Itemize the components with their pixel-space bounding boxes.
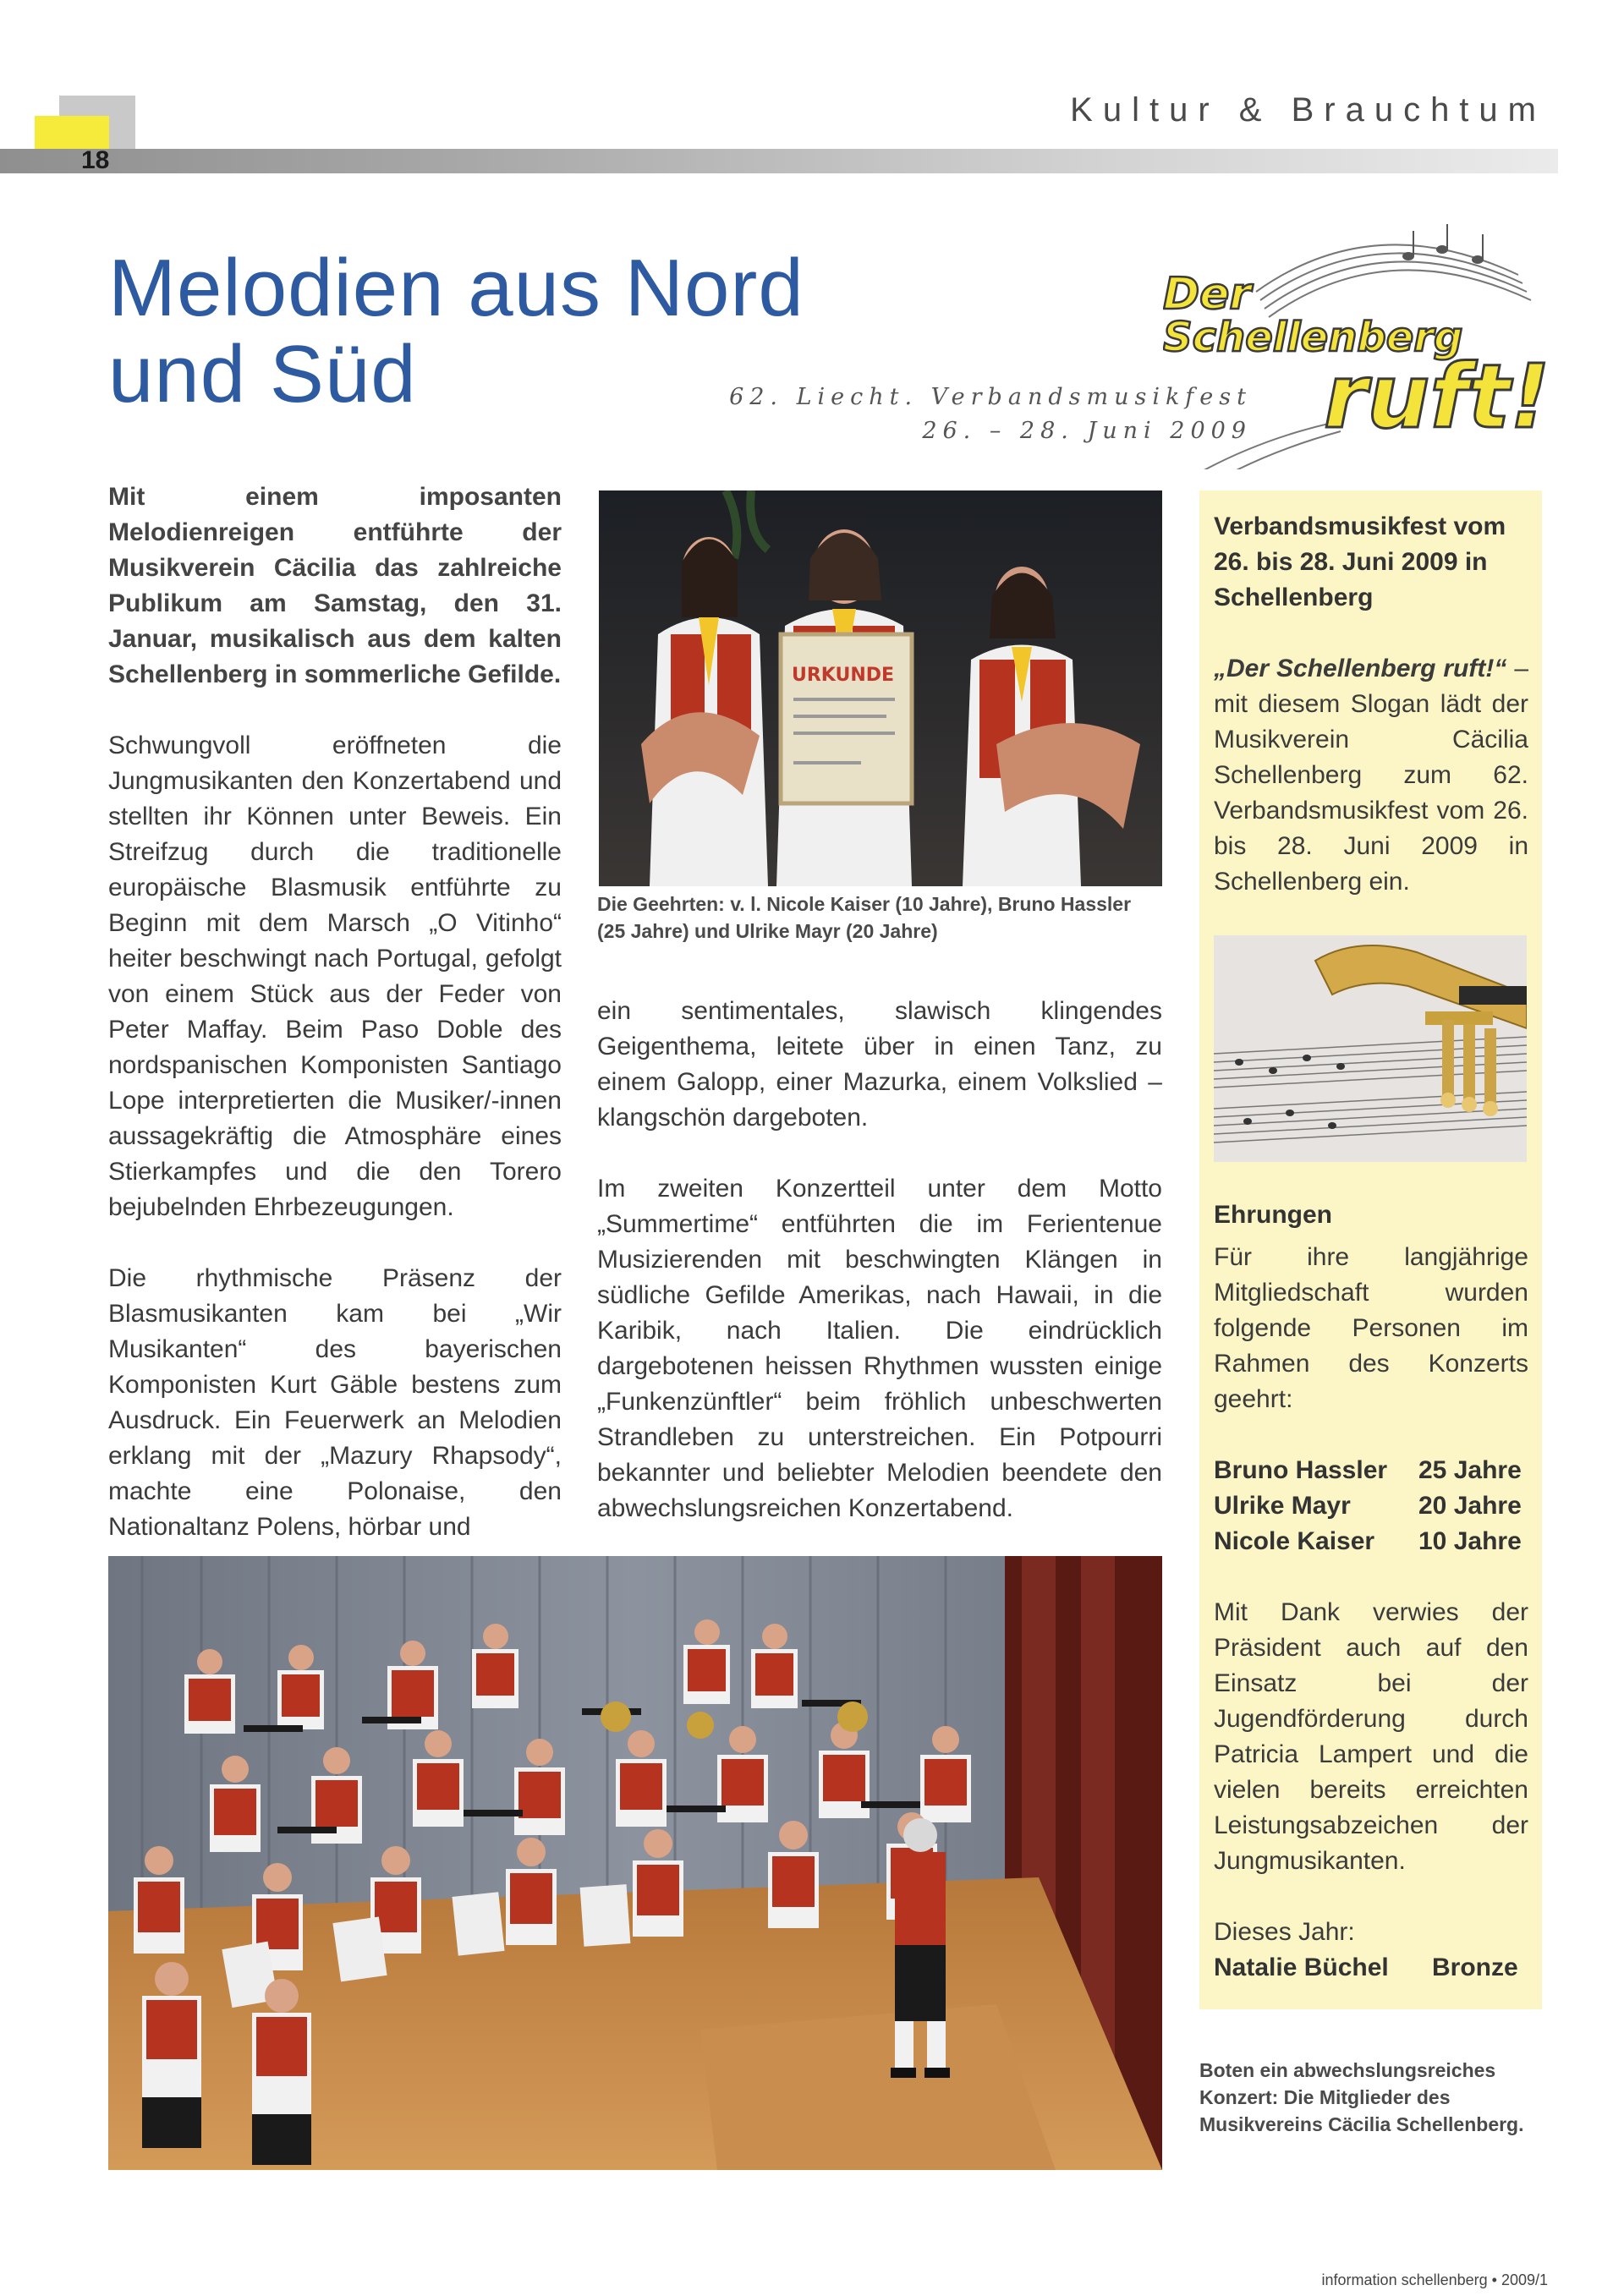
sidebar-title: Verbandsmusikfest vom 26. bis 28. Juni 2009 in Schellenberg (1214, 512, 1506, 611)
column1-paragraph-1: Schwungvoll eröffneten die Jungmusikanten den Konzertabend und stellten ihr Können unter Beweis. Ein Streifzug durch die traditionelle europäische Blasmusik entführte zu Beginn mit dem Marsch „O Vitinho“ heiter beschwingt nach Portugal, gefolgt von einem Stück aus der Feder von Peter Maffay. Beim Paso Doble des nordspanischen Komponisten Santiago Lope interpretierten die Musiker/-innen aussagekräftig die Atmosphäre eines Stierkampfes und die den Torero bejubelnden Ehrbezeugungen. (108, 732, 562, 1221)
lead-paragraph: Mit einem imposanten Melodienreigen entführte der Musikverein Cäcilia das zahlreiche Publikum am Samstag, den 31. Januar, musikalisch aus dem kalten Schellenberg in sommerliche Gefilde. (108, 483, 562, 688)
sidebar-slogan-paragraph (1214, 651, 1528, 900)
slogan: „Der Schellenberg ruft!“ (1214, 655, 1507, 682)
text-column-2 (597, 994, 1162, 1562)
honor-row (1214, 1524, 1528, 1559)
thanks-paragraph: Mit Dank verwies der Präsident auch auf den Einsatz bei der Jugendförderung durch Patricia Lampert und die vielen bereits erreichten Leistungsabzeichen der Jungmusikanten. (1214, 1598, 1528, 1875)
honor-row (1214, 1453, 1528, 1488)
sidebar-content (1214, 509, 1528, 1986)
this-year-row (1214, 1950, 1528, 1986)
honor-years: 10 Jahre (1418, 1527, 1522, 1555)
this-year-award: Bronze (1432, 1954, 1518, 1981)
subtitle-line-2: 26. – 28. Juni 2009 (922, 418, 1252, 444)
section-label: Kultur & Brauchtum (1070, 91, 1546, 129)
honor-row (1214, 1488, 1528, 1524)
this-year-label: Dieses Jahr: (1214, 1918, 1355, 1946)
photo-honorees-caption: Die Geehrten: v. l. Nicole Kaiser (10 Jahre), Bruno Hassler (25 Jahre) und Ulrike Mayr (20 Jahre) (597, 893, 1132, 942)
honors-heading: Ehrungen (1214, 1201, 1332, 1229)
event-logo (1163, 216, 1561, 469)
sidebar-box (1199, 490, 1542, 2009)
slogan-rest: – mit diesem Slogan lädt der Musikverein Cäcilia Schellenberg zum 62. Verbandsmusikfest vom 26. bis 28. Juni 2009 in Schellenberg ein. (1214, 655, 1528, 896)
column2-paragraph-2: Im zweiten Konzertteil unter dem Motto „Summertime“ entführten die im Ferientenue Musizierenden mit beschwingten Klängen in südliche Gefilde Amerikas, nach Hawaii, in die Karibik, nach Italien. Die eindrücklich dargebotenen heissen Rhythmen wussten einige „Funkenzünftler“ beim fröhlich unbeschwerten Strandleben zu unterstreichen. Ein Potpourri bekannter und beliebter Melodien beendete den abwechslungsreichen Konzertabend. (597, 1175, 1162, 1522)
logo-line-3: ruft! (1324, 345, 1550, 448)
trumpet-image (1214, 935, 1527, 1162)
photo-orchestra (108, 1556, 1162, 2170)
title-line-1: Melodien aus Nord (108, 243, 804, 333)
certificate-frame (781, 634, 912, 803)
subtitle-line-1: 62. Liecht. Verbandsmusikfest (729, 384, 1252, 410)
honors-list (1214, 1453, 1528, 1559)
honor-name: Ulrike Mayr (1214, 1492, 1351, 1520)
honor-years: 25 Jahre (1418, 1456, 1522, 1484)
logo-line-1: Der (1163, 269, 1252, 320)
logo-line-2: Schellenberg (1163, 314, 1463, 361)
photo-honorees (599, 490, 1162, 886)
text-column-1 (108, 479, 562, 1581)
this-year-name: Natalie Büchel (1214, 1954, 1389, 1981)
honor-name: Bruno Hassler (1214, 1456, 1388, 1484)
honors-intro: Für ihre langjährige Mitgliedschaft wurden folgende Personen im Rahmen des Konzerts geehrt: (1214, 1243, 1528, 1413)
certificate-title: URKUNDE (792, 665, 895, 686)
column2-paragraph-1: ein sentimentales, slawisch klingendes Geigenthema, leitete über in einen Tanz, zu einem Galopp, einer Mazurka, einem Volkslied – klangschön dargeboten. (597, 997, 1162, 1132)
photo-orchestra-caption: Boten ein abwechslungsreiches Konzert: Die Mitglieder des Musikvereins Cäcilia Schellenberg. (1199, 2059, 1524, 2135)
page-footer: information schellenberg • 2009/1 (1321, 2271, 1548, 2288)
honor-name: Nicole Kaiser (1214, 1527, 1375, 1555)
page-number: 18 (81, 146, 110, 174)
header-gradient-bar (0, 149, 1558, 173)
honor-years: 20 Jahre (1418, 1492, 1522, 1520)
column1-paragraph-2: Die rhythmische Präsenz der Blasmusikanten kam bei „Wir Musikanten“ des bayerischen Komponisten Kurt Gäble bestens zum Ausdruck. Ein Feuerwerk an Melodien erklang mit der „Mazury Rhapsody“, machte eine Polonaise, den Nationaltanz Polens, hörbar und (108, 1264, 562, 1541)
title-line-2: und Süd (108, 329, 417, 419)
